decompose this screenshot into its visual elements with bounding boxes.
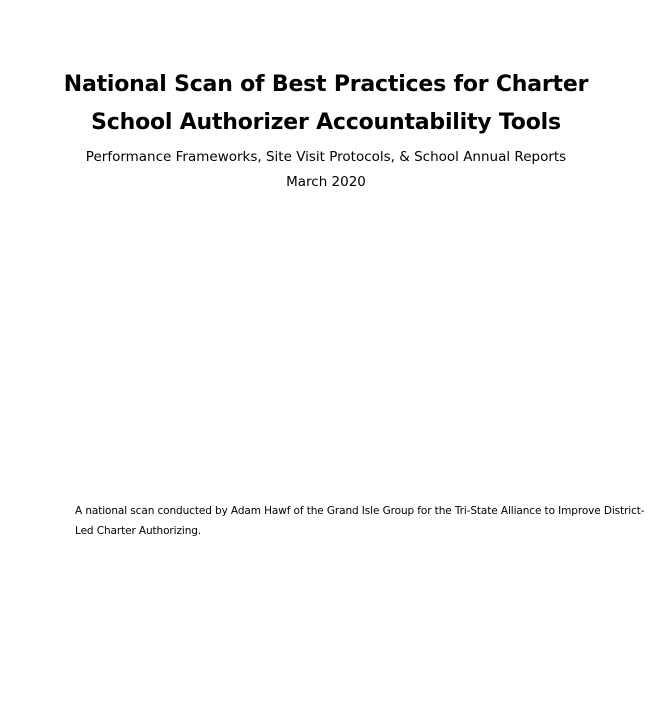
document-subtitle: Performance Frameworks, Site Visit Protocols, & School Annual Reports	[85, 149, 567, 165]
document-title-line-1: National Scan of Best Practices for Charter	[63, 72, 589, 97]
document-date: March 2020	[286, 174, 366, 190]
title-block	[0, 66, 652, 195]
document-title-line-2: School Authorizer Accountability Tools	[91, 110, 561, 135]
document-credit: A national scan conducted by Adam Hawf of the Grand Isle Group for the Tri-State Alliance to Improve District-Led Charter Authorizing.	[75, 504, 645, 537]
